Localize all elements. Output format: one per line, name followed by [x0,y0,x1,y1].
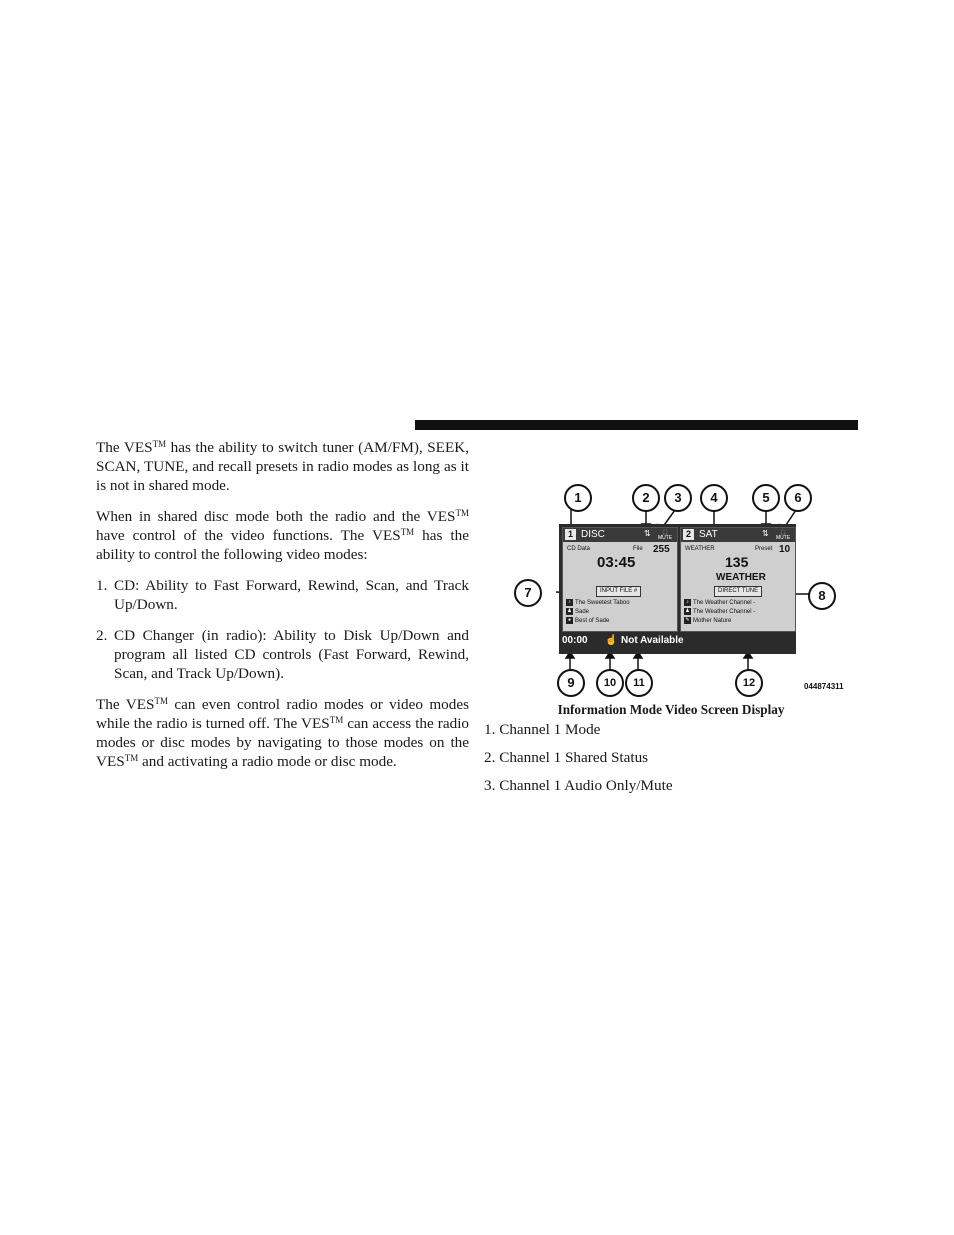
disc-icon: ● [567,617,572,623]
legend-item: 3. Channel 1 Audio Only/Mute [484,777,673,794]
channel-2-panel [680,527,796,632]
status-time: 00:00 [562,635,588,646]
list-item-cd-changer: 2. CD Changer (in radio): Ability to Disk Up/Down and program all listed CD controls (Fast Forward, Rewind, Scan, and Track Up/Down). [96,627,469,682]
weather-label: WEATHER [685,546,715,552]
list-item: ✎ Mother Nature [685,617,732,625]
channel-1-body [563,542,677,631]
status-message: Not Available [621,635,684,646]
genre-icon: ✎ [685,617,690,623]
callout-6: 6 [784,484,812,512]
callout-1: 1 [564,484,592,512]
preset-number: 10 [779,544,791,555]
channel-1-header [563,528,677,542]
paragraph-shared-disc: When in shared disc mode both the radio and the VES™ have control of the video functions. The VES™ has the ability to control the following video modes: [96,508,469,563]
direct-tune-button[interactable]: DIRECT TUNE [714,586,762,597]
callout-10: 10 [596,669,624,697]
callout-12: 12 [735,669,763,697]
list-item: ● Best of Sade [567,617,610,625]
mute-icon: 🎧 MUTE [658,530,673,541]
artist-icon: ♟ [567,608,572,614]
list-item: ♪ The Weather Channel - [684,599,755,607]
cd-data-label: CD Data [567,546,591,552]
channel-1-number: 1 [565,529,576,540]
callout-7: 7 [514,579,542,607]
disc-time: 03:45 [597,554,636,571]
shared-status-icon: ⇅ [644,529,651,538]
callout-3: 3 [664,484,692,512]
channel-2-body [681,542,795,631]
callout-8: 8 [808,582,836,610]
channel-1-panel [562,527,678,632]
artist-icon: ♟ [685,608,690,614]
preset-label: Preset [755,546,773,552]
callout-5: 5 [752,484,780,512]
channel-2-header [681,528,795,542]
callout-2: 2 [632,484,660,512]
callout-4: 4 [700,484,728,512]
body-text-column [96,438,469,783]
legend-item: 1. Channel 1 Mode [484,721,601,738]
paragraph-radio-off: The VES™ can even control radio modes or video modes while the radio is turned off. The VES™ can access the radio modes or disc modes by navigating to those modes on the VES™ and activating a radio mode or disc mode. [96,696,470,770]
file-number: 255 [653,544,670,555]
station-number: 135 [725,554,749,570]
channel-1-mode: DISC [581,529,605,540]
mute-icon: 🎧 MUTE [776,530,791,541]
figure-part-number: 044874311 [804,682,844,691]
paragraph-ves-tuner: The VES™ has the ability to switch tuner (AM/FM), SEEK, SCAN, TUNE, and recall presets in radio modes as long as it is not in shared mode. [96,439,469,494]
file-label: File [633,546,643,552]
shared-status-icon: ⇅ [762,529,769,538]
video-screen-figure [512,478,858,696]
station-name: WEATHER [716,572,766,583]
instruction-icon: ☝ [605,635,618,646]
music-note-icon: ♪ [684,599,691,606]
section-header-bar [415,420,858,430]
list-item: ♟ Sade [567,608,590,616]
figure-caption: Information Mode Video Screen Display [557,702,785,717]
legend-item: 2. Channel 1 Shared Status [484,749,649,766]
video-screen [559,524,796,654]
list-item: ♟ The Weather Channel - [685,608,756,616]
channel-2-mode: SAT [699,529,718,540]
list-item: ♪ The Sweetest Taboo [566,599,630,607]
music-note-icon: ♪ [566,599,573,606]
status-bar [559,632,796,654]
input-file-button[interactable]: INPUT FILE # [596,586,641,597]
callout-11: 11 [625,669,653,697]
list-item-cd: 1. CD: Ability to Fast Forward, Rewind, Scan, and Track Up/Down. [96,577,469,613]
legend-list [484,720,858,804]
callout-9: 9 [557,669,585,697]
channel-2-number: 2 [683,529,694,540]
